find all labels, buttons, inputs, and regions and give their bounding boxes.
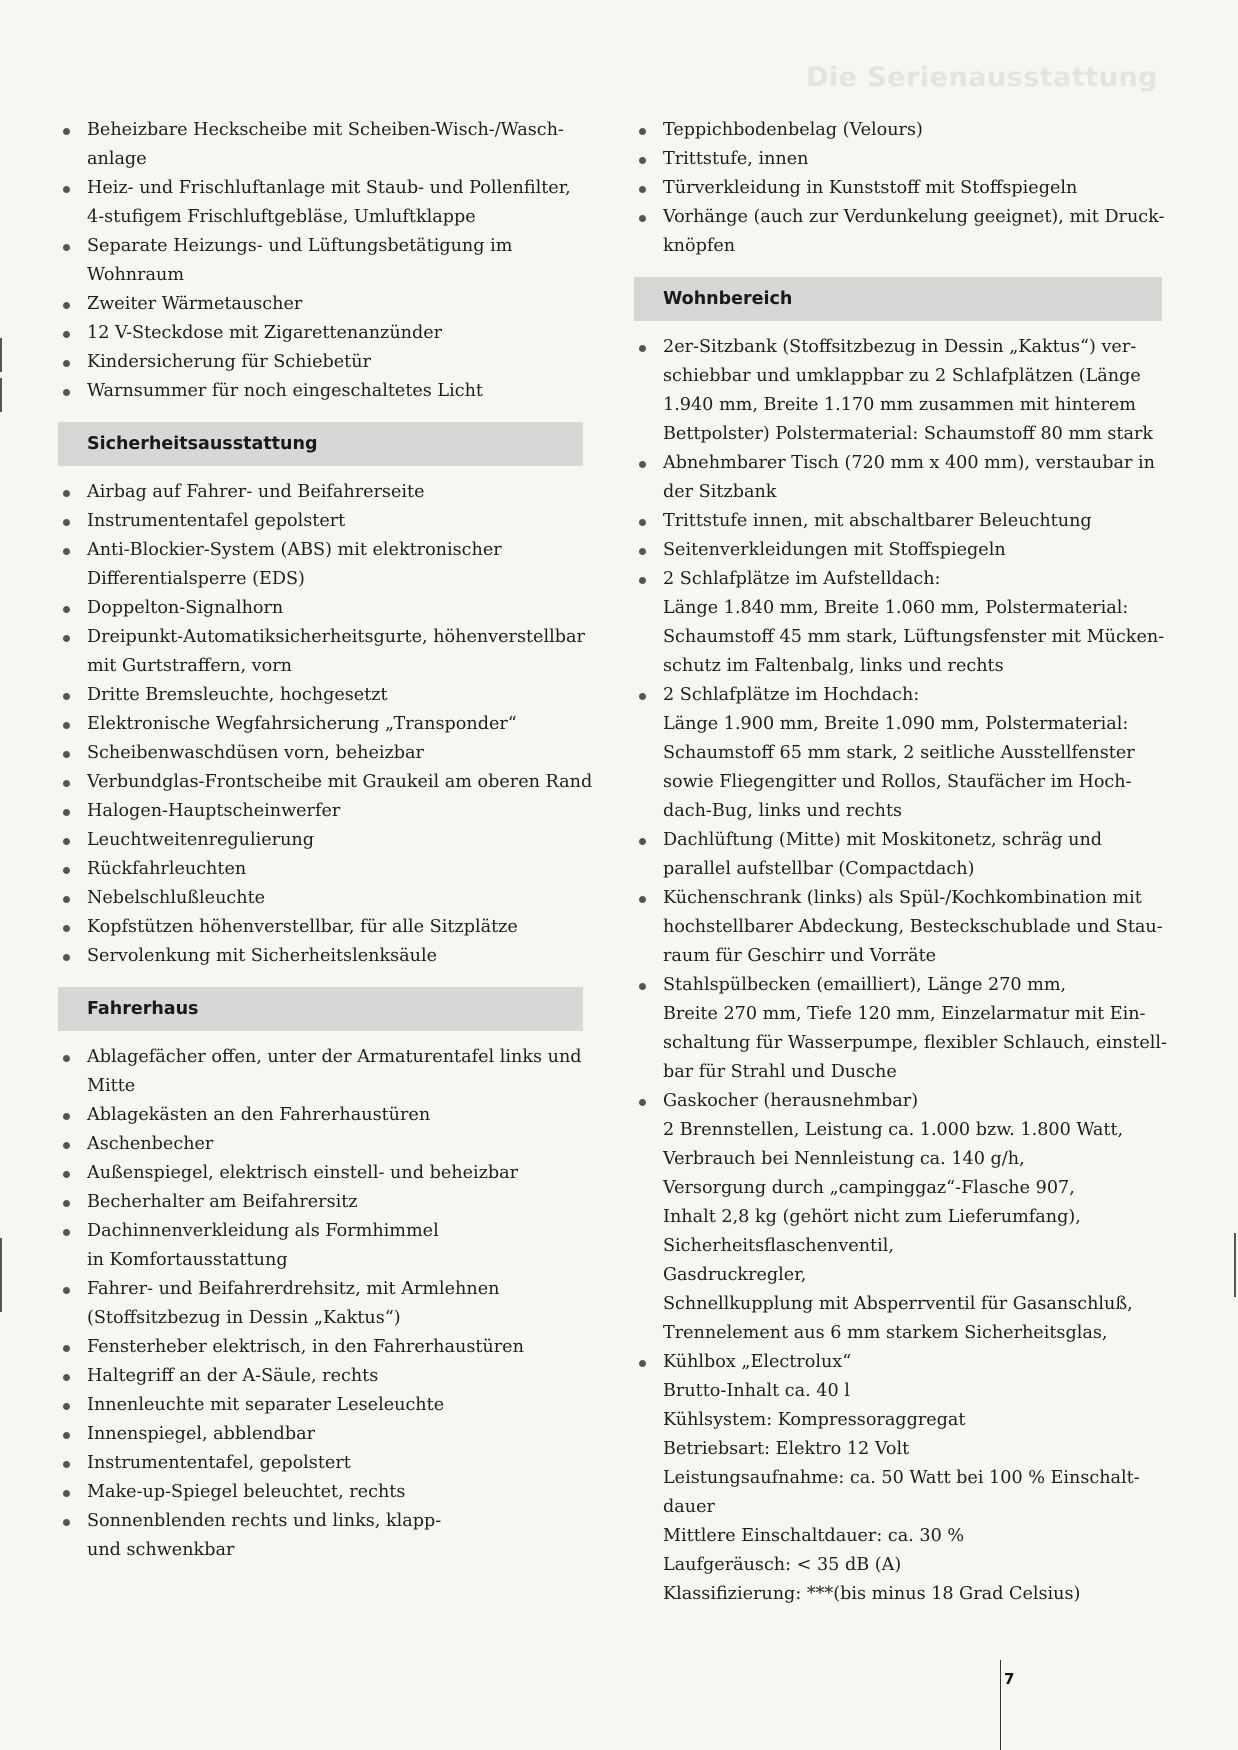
list-item-line: Fahrer- und Beifahrerdrehsitz, mit Armlehnen [87,1279,500,1299]
list-item [58,507,583,536]
list-item-line: Dritte Bremsleuchte, hochgesetzt [87,685,388,705]
list-item-line: Innenleuchte mit separater Leseleuchte [87,1395,445,1415]
list-item [58,1188,583,1217]
list-item-line: 12 V-Steckdose mit Zigarettenanzünder [87,323,443,343]
list-item-line: Laufgeräusch: < 35 dB (A) [663,1555,902,1575]
list-item-line: Zweiter Wärmetauscher [87,294,303,314]
list-item [58,884,583,913]
list-item [634,681,1162,826]
page-number: 7 [1004,1670,1015,1688]
list-item [58,1101,583,1130]
list-item-line: Länge 1.900 mm, Breite 1.090 mm, Polstermaterial: [663,714,1129,734]
binder-mark-right [1234,1233,1236,1297]
left-list-2 [58,478,593,971]
list-item-line: raum für Geschirr und Vorräte [663,946,937,966]
list-item-line: Elektronische Wegfahrsicherung „Transponder“ [87,714,517,734]
list-item-line: Nebelschlußleuchte [87,888,266,908]
list-item-line: Küchenschrank (links) als Spül-/Kochkombination mit [663,888,1142,908]
list-item-line: Brutto-Inhalt ca. 40 l [663,1381,850,1401]
binder-mark-left-mid [0,378,2,412]
section-title-wohnbereich: Wohnbereich [634,277,1162,321]
list-item-line: sowie Fliegengitter und Rollos, Staufächer im Hoch- [663,772,1132,792]
list-item-line: Schaumstoff 65 mm stark, 2 seitliche Ausstellfenster [663,743,1135,763]
list-item [58,377,583,406]
list-item-line: Separate Heizungs- und Lüftungsbetätigung im [87,236,513,256]
list-item [58,1391,583,1420]
list-item-line: Länge 1.840 mm, Breite 1.060 mm, Polstermaterial: [663,598,1129,618]
section-title-fahrerhaus: Fahrerhaus [58,987,583,1031]
list-item [634,449,1162,507]
list-item-line: schaltung für Wasserpumpe, flexibler Schlauch, einstell- [663,1033,1167,1053]
list-item-line: Fensterheber elektrisch, in den Fahrerhaustüren [87,1337,524,1357]
list-item [58,739,583,768]
left-column [58,116,593,1565]
list-item [58,681,583,710]
list-item-line: dauer [663,1497,715,1517]
list-item-line: dach-Bug, links und rechts [663,801,903,821]
list-item-line: Teppichbodenbelag (Velours) [663,120,923,140]
list-item-line: 1.940 mm, Breite 1.170 mm zusammen mit hinterem [663,395,1136,415]
list-item [634,536,1162,565]
list-item-line: (Stoffsitzbezug in Dessin „Kaktus“) [87,1308,401,1328]
list-item [58,536,583,594]
list-item [58,1043,583,1101]
list-item-line: Inhalt 2,8 kg (gehört nicht zum Lieferumfang), [663,1207,1081,1227]
list-item-line: Sicherheitsflaschenventil, [663,1236,894,1256]
list-item-line: Verbundglas-Frontscheibe mit Graukeil am oberen Rand [87,772,593,792]
list-item-line: hochstellbarer Abdeckung, Besteckschublade und Stau- [663,917,1163,937]
list-item-line: Trittstufe innen, mit abschaltbarer Beleuchtung [663,511,1092,531]
list-item-line: Schaumstoff 45 mm stark, Lüftungsfenster mit Mücken- [663,627,1165,647]
list-item [58,710,583,739]
list-item-line: Warnsummer für noch eingeschaltetes Licht [87,381,483,401]
list-item-line: Scheibenwaschdüsen vorn, beheizbar [87,743,424,763]
list-item-line: Vorhänge (auch zur Verdunkelung geeignet), mit Druck- [663,207,1165,227]
list-item [58,319,583,348]
list-item-line: Differentialsperre (EDS) [87,569,305,589]
list-item-line: Haltegriff an der A-Säule, rechts [87,1366,379,1386]
list-item-line: Dachlüftung (Mitte) mit Moskitonetz, schräg und [663,830,1103,850]
list-item-line: 2 Schlafplätze im Hochdach: [663,685,920,705]
list-item-line: Kindersicherung für Schiebetür [87,352,371,372]
list-item [634,1087,1162,1348]
list-item-line: Aschenbecher [87,1134,214,1154]
list-item-line: parallel aufstellbar (Compactdach) [663,859,975,879]
list-item-line: Leistungsaufnahme: ca. 50 Watt bei 100 % Einschalt- [663,1468,1140,1488]
list-item-line: Becherhalter am Beifahrersitz [87,1192,358,1212]
list-item [58,1333,583,1362]
list-item-line: schutz im Faltenbalg, links und rechts [663,656,1004,676]
list-item-line: mit Gurtstraffern, vorn [87,656,292,676]
page-number-rule [1000,1660,1001,1750]
left-list-1 [58,116,583,406]
list-item-line: Betriebsart: Elektro 12 Volt [663,1439,910,1459]
list-item-line: der Sitzbank [663,482,777,502]
list-item [634,116,1162,145]
section-title-sicherheitsausstattung: Sicherheitsausstattung [58,422,583,466]
list-item [58,174,583,232]
list-item [634,145,1162,174]
list-item-line: 2 Brennstellen, Leistung ca. 1.000 bzw. 1.800 Watt, [663,1120,1124,1140]
list-item [634,174,1162,203]
list-item [58,1275,583,1333]
list-item [58,913,583,942]
list-item [634,203,1165,261]
list-item [58,797,583,826]
list-item-line: bar für Strahl und Dusche [663,1062,897,1082]
list-item-line: Airbag auf Fahrer- und Beifahrerseite [87,482,425,502]
list-item [58,826,583,855]
list-item-line: Dachinnenverkleidung als Formhimmel [87,1221,439,1241]
list-item [58,594,583,623]
list-item-line: Schnellkupplung mit Absperrventil für Gasanschluß, [663,1294,1133,1314]
list-item-line: 4-stufigem Frischluftgebläse, Umluftklappe [87,207,476,227]
list-item [634,565,1165,681]
list-item-line: Breite 270 mm, Tiefe 120 mm, Einzelarmatur mit Ein- [663,1004,1146,1024]
list-item-line: 2 Schlafplätze im Aufstelldach: [663,569,941,589]
list-item [58,768,593,797]
binder-mark-left-top [0,338,2,372]
list-item-line: Innenspiegel, abblendbar [87,1424,315,1444]
list-item-line: Halogen-Hauptscheinwerfer [87,801,341,821]
list-item [58,855,583,884]
list-item-line: Mitte [87,1076,136,1096]
list-item [58,232,583,290]
list-item-line: Ablagekästen an den Fahrerhaustüren [87,1105,431,1125]
list-item-line: Außenspiegel, elektrisch einstell- und beheizbar [87,1163,519,1183]
list-item-line: Leuchtweitenregulierung [87,830,315,850]
list-item-line: 2er-Sitzbank (Stoffsitzbezug in Dessin „Kaktus“) ver- [663,337,1137,357]
list-item-line: Sonnenblenden rechts und links, klapp- [87,1511,442,1531]
list-item [634,884,1162,971]
list-item [58,1217,583,1275]
list-item [58,478,583,507]
list-item [58,1130,583,1159]
list-item-line: Kühlsystem: Kompressoraggregat [663,1410,966,1430]
list-item-line: Wohnraum [87,265,185,285]
list-item [634,507,1162,536]
list-item-line: Mittlere Einschaltdauer: ca. 30 % [663,1526,965,1546]
list-item-line: Anti-Blockier-System (ABS) mit elektronischer [87,540,502,560]
list-item [58,1478,583,1507]
list-item [58,1449,583,1478]
list-item [58,348,583,377]
list-item-line: Gasdruckregler, [663,1265,807,1285]
list-item-line: Beheizbare Heckscheibe mit Scheiben-Wisch-/Wasch- [87,120,564,140]
list-item-line: Stahlspülbecken (emailliert), Länge 270 mm, [663,975,1067,995]
list-item [58,116,583,174]
list-item-line: Seitenverkleidungen mit Stoffspiegeln [663,540,1006,560]
right-column [634,116,1167,1609]
list-item-line: Verbrauch bei Nennleistung ca. 140 g/h, [663,1149,1025,1169]
list-item-line: Dreipunkt-Automatiksicherheitsgurte, höhenverstellbar [87,627,585,647]
list-item-line: Klassifizierung: ***(bis minus 18 Grad Celsius) [663,1584,1081,1604]
bleed-through-title: Die Serienausstattung [805,62,1158,93]
right-list-1 [634,116,1165,261]
list-item [58,1159,583,1188]
left-list-3 [58,1043,583,1565]
list-item-line: Heiz- und Frischluftanlage mit Staub- und Pollenfilter, [87,178,571,198]
list-item-line: Instrumententafel gepolstert [87,511,346,531]
list-item [634,333,1162,449]
list-item-line: Doppelton-Signalhorn [87,598,284,618]
binder-mark-left-bottom [0,1238,2,1312]
list-item-line: anlage [87,149,147,169]
list-item [634,971,1167,1087]
list-item-line: Servolenkung mit Sicherheitslenksäule [87,946,438,966]
list-item-line: und schwenkbar [87,1540,235,1560]
list-item [58,942,583,971]
list-item-line: Trittstufe, innen [663,149,809,169]
list-item-line: Gaskocher (herausnehmbar) [663,1091,919,1111]
list-item-line: knöpfen [663,236,736,256]
list-item-line: Versorgung durch „campinggaz“-Flasche 907, [663,1178,1075,1198]
list-item [634,1348,1162,1609]
list-item-line: Instrumententafel, gepolstert [87,1453,351,1473]
list-item-line: Ablagefächer offen, unter der Armaturentafel links und [87,1047,582,1067]
list-item-line: in Komfortausstattung [87,1250,288,1270]
list-item [58,623,583,681]
list-item [58,1420,583,1449]
list-item-line: Rückfahrleuchten [87,859,247,879]
list-item-line: Abnehmbarer Tisch (720 mm x 400 mm), verstaubar in [663,453,1155,473]
right-list-2 [634,333,1167,1609]
list-item [58,290,583,319]
list-item-line: Trennelement aus 6 mm starkem Sicherheitsglas, [663,1323,1108,1343]
list-item [634,826,1162,884]
list-item-line: Bettpolster) Polstermaterial: Schaumstoff 80 mm stark [663,424,1154,444]
list-item [58,1507,583,1565]
list-item-line: Kühlbox „Electrolux“ [663,1352,852,1372]
list-item-line: Türverkleidung in Kunststoff mit Stoffspiegeln [663,178,1078,198]
list-item-line: schiebbar und umklappbar zu 2 Schlafplätzen (Länge [663,366,1141,386]
list-item-line: Make-up-Spiegel beleuchtet, rechts [87,1482,406,1502]
list-item-line: Kopfstützen höhenverstellbar, für alle Sitzplätze [87,917,518,937]
list-item [58,1362,583,1391]
